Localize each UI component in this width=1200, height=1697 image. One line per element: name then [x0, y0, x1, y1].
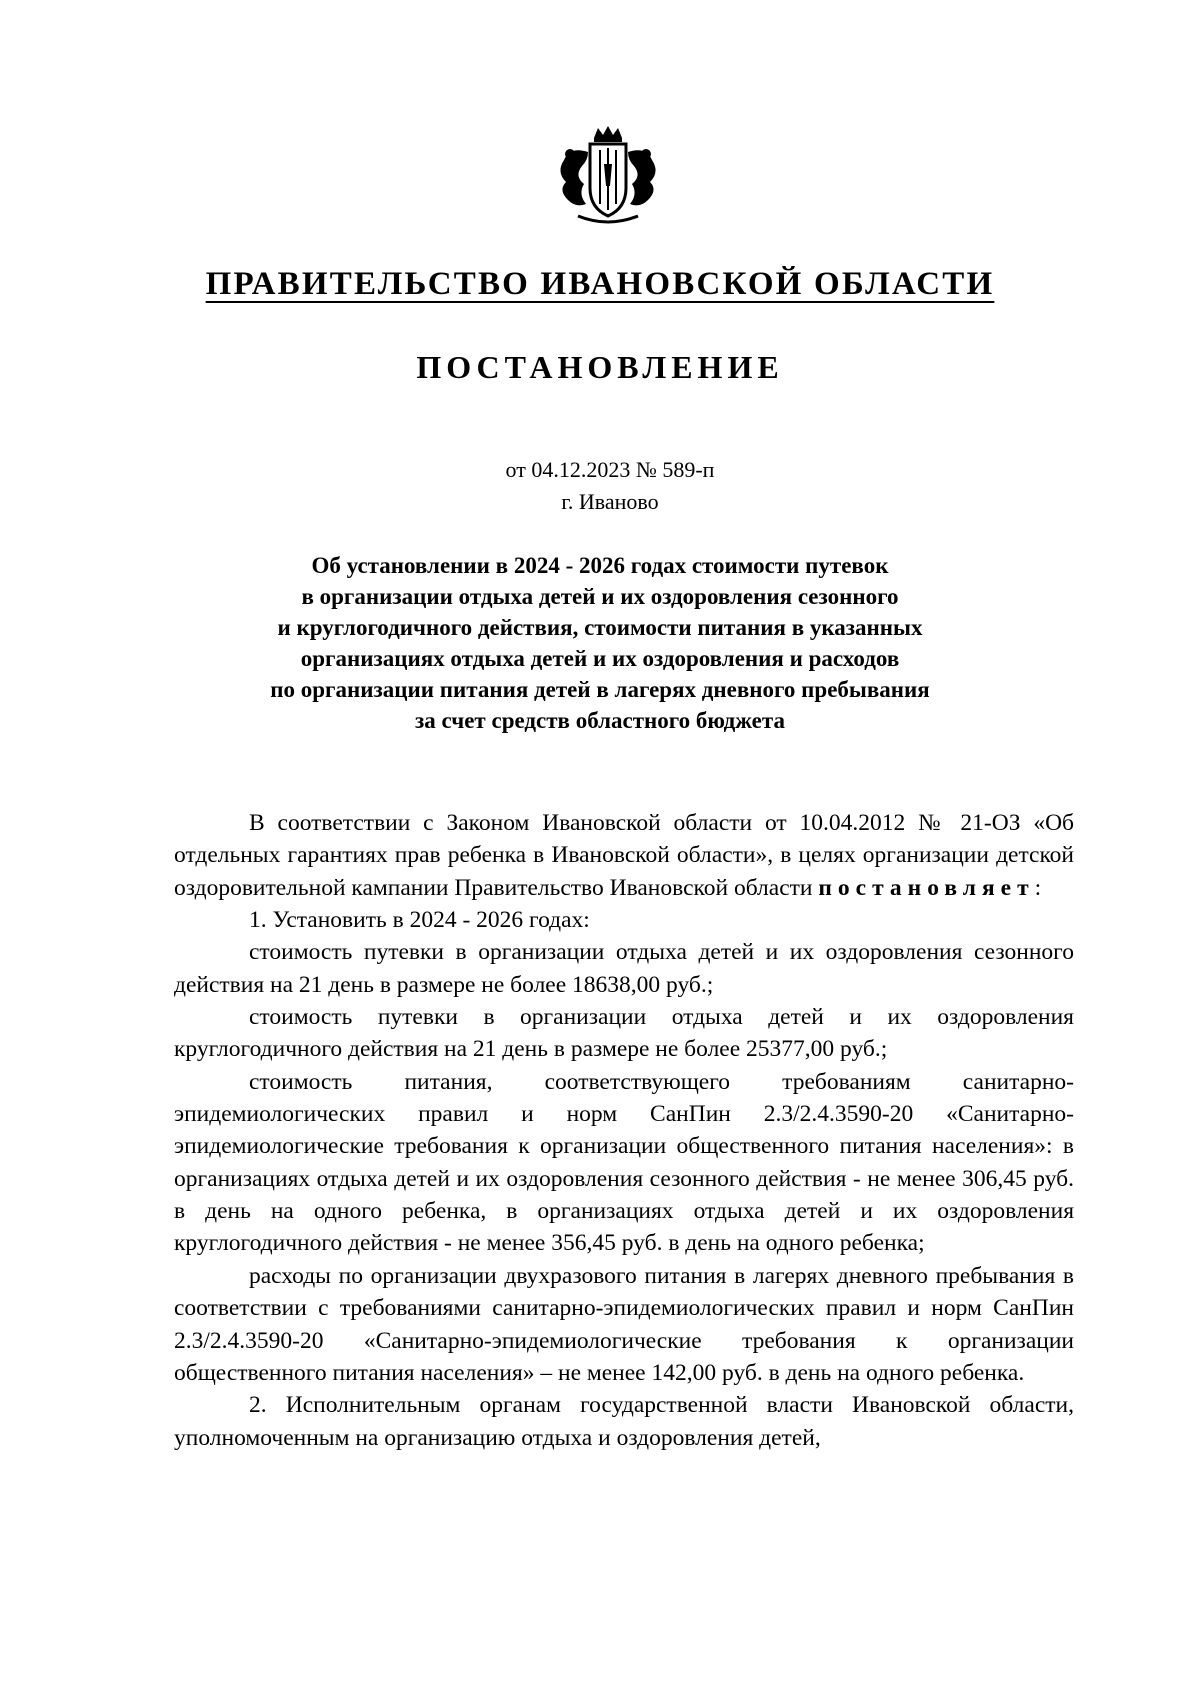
paragraph-2: 2. Исполнительным органам государственной власти Ивановской области, уполномоченным на организацию отдыха и оздоровления детей, — [174, 1392, 1074, 1451]
organization-title — [0, 262, 1200, 306]
subject-line: за счет средств областного бюджета — [415, 708, 785, 733]
subject-line: и круглогодичного действия, стоимости питания в указанных — [277, 615, 923, 640]
coat-of-arms-icon — [548, 124, 668, 228]
paragraph-yearround-voucher: стоимость путевки в организации отдыха детей и их оздоровления круглогодичного действия на 21 день в размере не более 25377,00 руб.; — [174, 1004, 1074, 1063]
subject-line: по организации питания детей в лагерях дневного пребывания — [270, 677, 930, 702]
city: г. Иваново — [561, 489, 659, 514]
date-number: от 04.12.2023 № 589-п — [505, 457, 715, 482]
intro-paragraph — [174, 807, 1074, 904]
resolves-word: постановляет — [818, 874, 1035, 901]
paragraph-meal-cost: стоимость питания, соответствующего требованиям санитарно-эпидемиологических правил и норм СанПин 2.3/2.4.3590-20 «Санитарно-эпидемиологические требования к организации общественного питания населения»: в организациях отдыха детей и их оздоровления сезонного действия - не менее 306,45 руб. в день на одного ребенка, в организациях отдыха детей и их оздоровления круглогодичного действия - не менее 356,45 руб. в день на одного ребенка; — [174, 1068, 1074, 1257]
subject-line: в организации отдыха детей и их оздоровления сезонного — [301, 584, 899, 609]
document-body — [174, 807, 1074, 1454]
subject-line: организациях отдыха детей и их оздоровления и расходов — [300, 646, 900, 671]
intro-text: В соответствии с Законом Ивановской области от 10.04.2012 № 21-ОЗ «Об отдельных гарантиях прав ребенка в Ивановской области», в целях организации детской оздоровительной кампании Правительство Ивановской области — [174, 810, 1074, 901]
paragraph-day-camp-meals: расходы по организации двухразового питания в лагерях дневного пребывания в соответствии с требованиями санитарно-эпидемиологических правил и норм СанПин 2.3/2.4.3590-20 «Санитарно-эпидемиологические требования к организации общественного питания населения» – не менее 142,00 руб. в день на одного ребенка. — [174, 1262, 1074, 1386]
subject-line: Об установлении в 2024 - 2026 годах стоимости путевок — [311, 553, 889, 578]
document-type: ПОСТАНОВЛЕНИЕ — [416, 349, 784, 385]
document-subject — [160, 550, 1040, 736]
paragraph-seasonal-voucher: стоимость путевки в организации отдыха детей и их оздоровления сезонного действия на 21 день в размере не более 18638,00 руб.; — [174, 939, 1074, 998]
intro-colon: : — [1034, 874, 1042, 901]
paragraph-1: 1. Установить в 2024 - 2026 годах: — [249, 907, 590, 934]
organization-name: ПРАВИТЕЛЬСТВО ИВАНОВСКОЙ ОБЛАСТИ — [205, 266, 995, 302]
